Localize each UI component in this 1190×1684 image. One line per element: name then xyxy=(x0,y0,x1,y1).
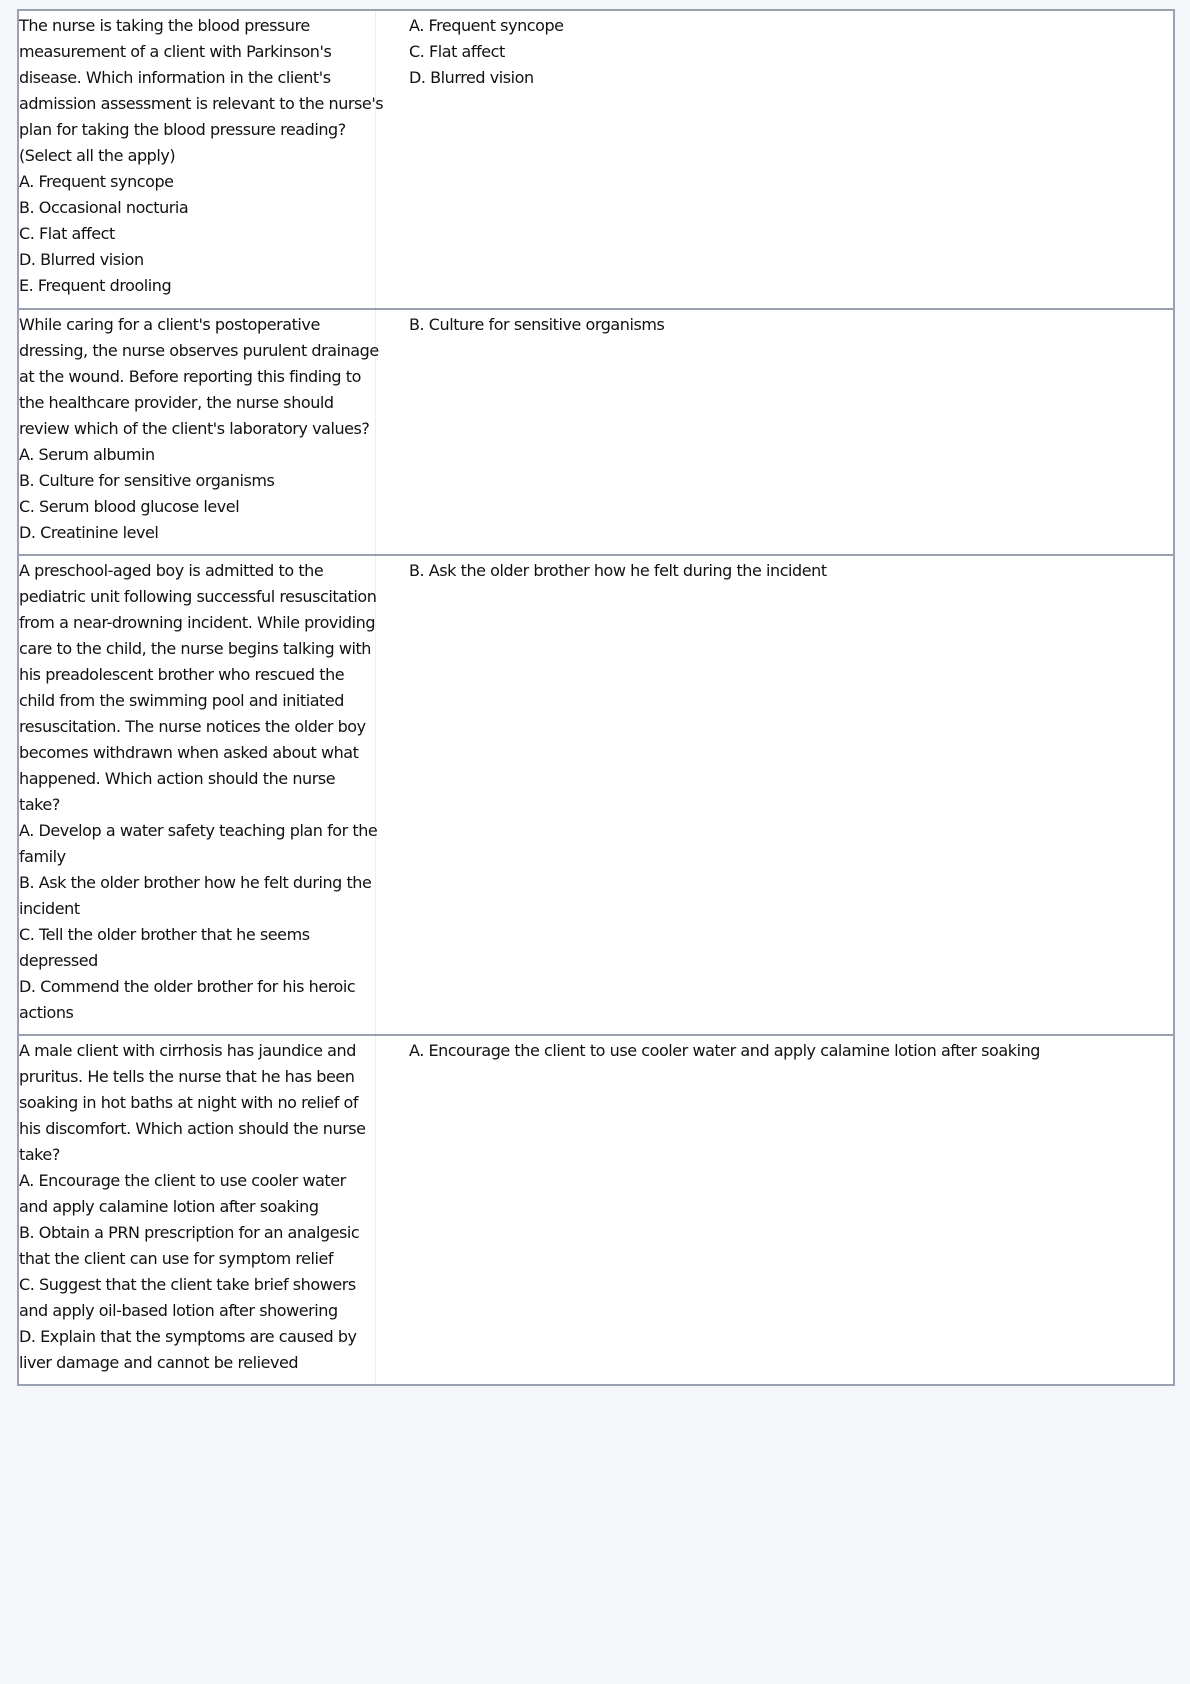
option-c: C. Flat affect xyxy=(19,224,115,243)
question-line: pruritus. He tells the nurse that he has been xyxy=(19,1067,355,1086)
option-c-cont: depressed xyxy=(19,951,98,970)
question-line: disease. Which information in the client's xyxy=(19,68,331,87)
option-c: C. Serum blood glucose level xyxy=(19,497,240,516)
table-row xyxy=(19,11,1173,308)
question-line: review which of the client's laboratory values? xyxy=(19,419,370,438)
question-line: soaking in hot baths at night with no relief of xyxy=(19,1093,359,1112)
question-line: from a near-drowning incident. While providing xyxy=(19,613,376,632)
option-d: D. Creatinine level xyxy=(19,523,159,542)
option-d-cont: actions xyxy=(19,1003,74,1022)
question-cell xyxy=(19,1036,376,1384)
option-a: A. Serum albumin xyxy=(19,445,155,464)
question-line: admission assessment is relevant to the nurse's xyxy=(19,94,384,113)
answer-cell xyxy=(376,11,1173,308)
question-line: (Select all the apply) xyxy=(19,146,176,165)
table-row xyxy=(19,308,1173,554)
question-line: The nurse is taking the blood pressure xyxy=(19,16,310,35)
question-line: measurement of a client with Parkinson's xyxy=(19,42,332,61)
question-line: child from the swimming pool and initiated xyxy=(19,691,344,710)
option-e: E. Frequent drooling xyxy=(19,276,172,295)
question-line: happened. Which action should the nurse xyxy=(19,769,336,788)
question-line: A male client with cirrhosis has jaundice and xyxy=(19,1041,356,1060)
option-b: B. Culture for sensitive organisms xyxy=(19,471,275,490)
table-row xyxy=(19,554,1173,1034)
answer-cell xyxy=(376,310,1173,554)
option-c: C. Tell the older brother that he seems xyxy=(19,925,310,944)
option-b: B. Occasional nocturia xyxy=(19,198,189,217)
question-line: at the wound. Before reporting this finding to xyxy=(19,367,361,386)
answer-cell xyxy=(376,556,1173,1034)
question-line: plan for taking the blood pressure reading? xyxy=(19,120,346,139)
option-a: A. Frequent syncope xyxy=(19,172,174,191)
question-line: the healthcare provider, the nurse should xyxy=(19,393,334,412)
question-cell xyxy=(19,556,376,1034)
option-c: C. Suggest that the client take brief showers xyxy=(19,1275,356,1294)
option-a: A. Develop a water safety teaching plan for the xyxy=(19,821,378,840)
option-d: D. Commend the older brother for his heroic xyxy=(19,977,356,996)
option-d: D. Explain that the symptoms are caused by xyxy=(19,1327,357,1346)
question-line: his preadolescent brother who rescued the xyxy=(19,665,345,684)
question-line: take? xyxy=(19,1145,60,1164)
qa-table xyxy=(17,9,1175,1386)
question-line: becomes withdrawn when asked about what xyxy=(19,743,359,762)
option-d: D. Blurred vision xyxy=(19,250,144,269)
question-line: A preschool-aged boy is admitted to the xyxy=(19,561,324,580)
option-b-cont: incident xyxy=(19,899,80,918)
question-line: resuscitation. The nurse notices the older boy xyxy=(19,717,366,736)
option-a-cont: family xyxy=(19,847,66,866)
question-line: take? xyxy=(19,795,60,814)
question-cell xyxy=(19,11,384,308)
option-a: A. Encourage the client to use cooler water xyxy=(19,1171,346,1190)
question-line: While caring for a client's postoperative xyxy=(19,315,320,334)
answer-line: A. Frequent syncope xyxy=(409,16,564,35)
option-b-cont: that the client can use for symptom relief xyxy=(19,1249,334,1268)
question-cell xyxy=(19,310,379,554)
option-d-cont: liver damage and cannot be relieved xyxy=(19,1353,299,1372)
option-a-cont: and apply calamine lotion after soaking xyxy=(19,1197,319,1216)
option-b: B. Obtain a PRN prescription for an analgesic xyxy=(19,1223,360,1242)
answer-line: B. Ask the older brother how he felt during the incident xyxy=(409,561,827,580)
question-line: care to the child, the nurse begins talking with xyxy=(19,639,372,658)
answer-line: D. Blurred vision xyxy=(409,68,534,87)
option-b: B. Ask the older brother how he felt during the xyxy=(19,873,372,892)
question-line: pediatric unit following successful resuscitation xyxy=(19,587,377,606)
answer-line: B. Culture for sensitive organisms xyxy=(409,315,665,334)
table-row xyxy=(19,1034,1173,1384)
answer-line: C. Flat affect xyxy=(409,42,505,61)
answer-line: A. Encourage the client to use cooler water and apply calamine lotion after soaking xyxy=(409,1041,1040,1060)
option-c-cont: and apply oil-based lotion after showering xyxy=(19,1301,338,1320)
question-line: his discomfort. Which action should the nurse xyxy=(19,1119,366,1138)
question-line: dressing, the nurse observes purulent drainage xyxy=(19,341,379,360)
answer-cell xyxy=(376,1036,1173,1384)
